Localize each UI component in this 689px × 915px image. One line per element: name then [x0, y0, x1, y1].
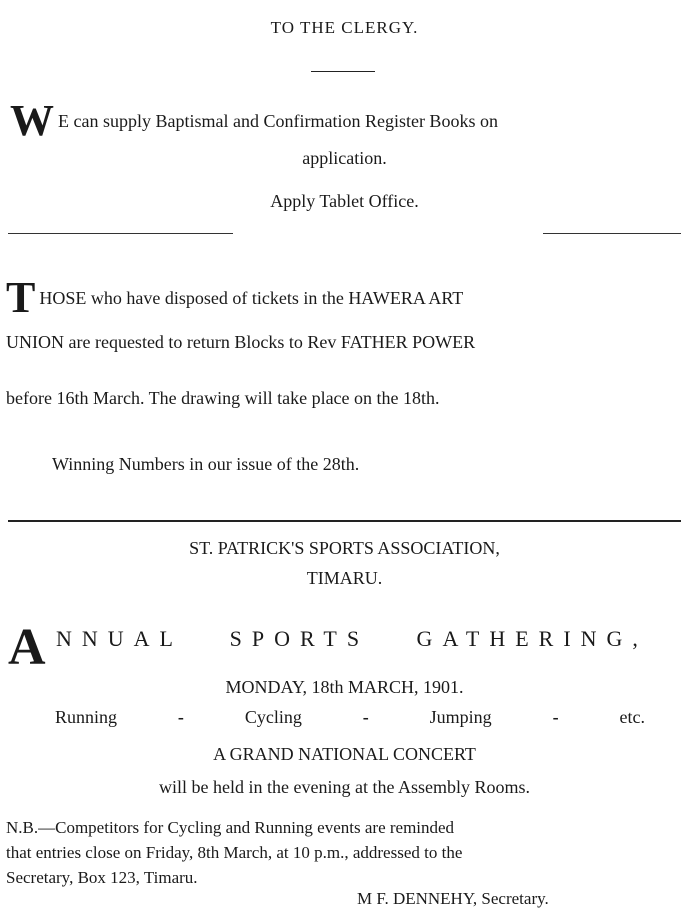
hawera-line-4: Winning Numbers in our issue of the 28th. — [52, 454, 360, 474]
sports-events-list — [55, 707, 645, 728]
divider-right — [543, 233, 681, 234]
nb-line-3: Secretary, Box 123, Timaru. — [6, 868, 198, 887]
sports-org-line-2: TIMARU. — [306, 568, 383, 588]
signature: M F. DENNEHY, Secretary. — [357, 889, 549, 908]
event-cycling: Cycling — [244, 707, 302, 727]
clergy-heading: TO THE CLERGY. — [270, 18, 419, 37]
hawera-line-1: HOSE who have disposed of tickets in the HAWERA ART — [39, 288, 464, 308]
hawera-dropcap: T — [6, 273, 36, 322]
short-divider — [311, 71, 375, 72]
sports-date: MONDAY, 18th MARCH, 1901. — [225, 677, 464, 697]
sports-headline — [8, 620, 688, 676]
clergy-line-2: application. — [302, 148, 387, 168]
sports-headline-rest: NNUAL SPORTS GATHERING, — [56, 626, 648, 651]
hawera-paragraph — [6, 272, 463, 323]
concert-title: A GRAND NATIONAL CONCERT — [213, 744, 476, 764]
clergy-dropcap: W — [10, 96, 54, 145]
clergy-line-3 — [0, 191, 689, 212]
nb-line-1: N.B.—Competitors for Cycling and Running events are reminded — [6, 818, 455, 837]
event-separator: - — [177, 707, 184, 727]
clergy-paragraph — [10, 95, 498, 146]
nb-line-2: that entries close on Friday, 8th March, at 10 p.m., addressed to the — [6, 843, 463, 862]
event-separator: - — [362, 707, 369, 727]
concert-detail: will be held in the evening at the Assembly Rooms. — [159, 777, 530, 797]
section-divider — [8, 520, 681, 522]
clergy-apply-text: Apply Tablet Office. — [270, 191, 419, 211]
hawera-line-2: UNION are requested to return Blocks to Rev FATHER POWER — [6, 332, 476, 352]
hawera-line-3: before 16th March. The drawing will take place on the 18th. — [6, 388, 440, 408]
event-etc: etc. — [619, 707, 645, 727]
sports-headline-dropcap: A — [8, 619, 46, 676]
event-running: Running — [55, 707, 118, 727]
event-jumping: Jumping — [429, 707, 492, 727]
sports-org-line-1: ST. PATRICK'S SPORTS ASSOCIATION, — [189, 538, 500, 558]
divider-left — [8, 233, 233, 234]
clergy-line-1: E can supply Baptismal and Confirmation Register Books on — [58, 111, 498, 131]
event-separator: - — [552, 707, 559, 727]
